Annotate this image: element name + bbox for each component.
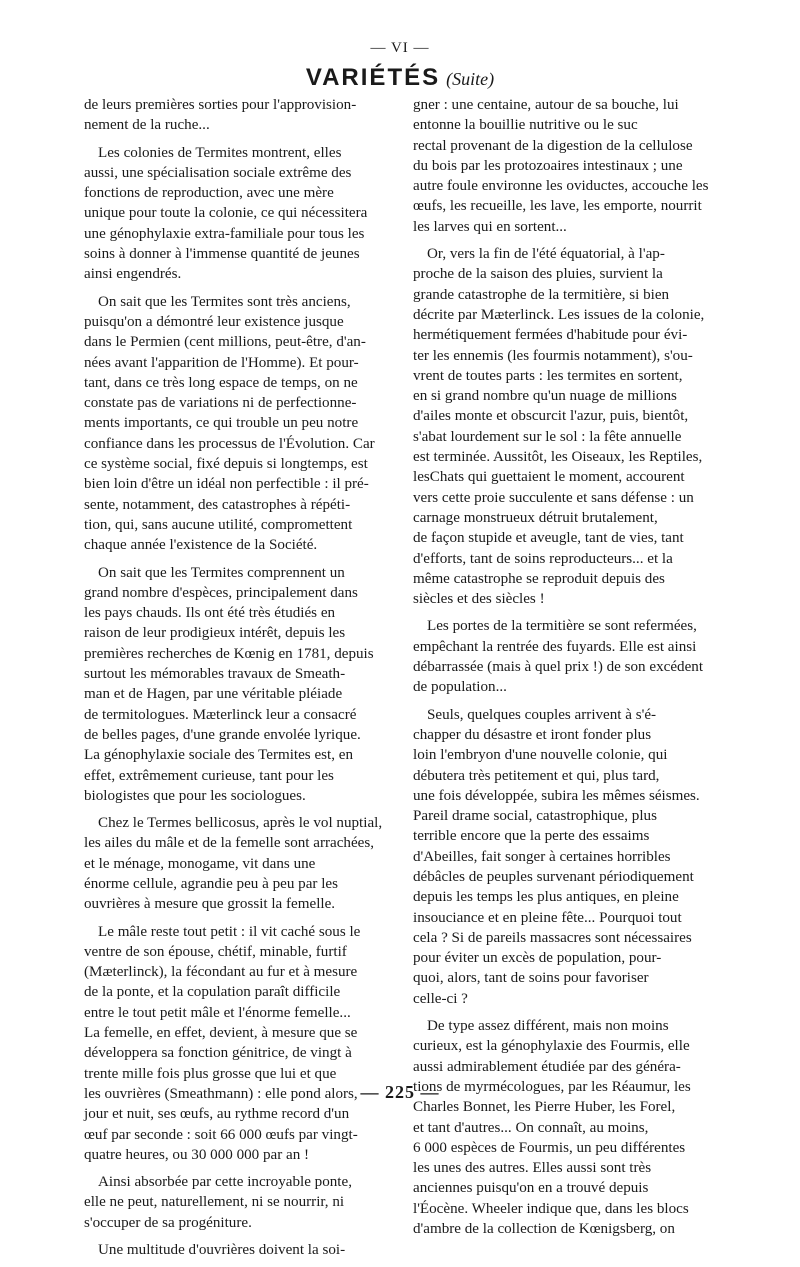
paragraph: Les colonies de Termites montrent, elles aussi, une spécialisation sociale extrême des fonctions de reproduction, avec une mère unique pour toute la colonie, ce qui nécessitera une génophylaxie extra-familiale pour tous les soins à donner à l'immense quantité de jeunes ainsi engendrés. [84, 144, 368, 283]
page-number: — 225 — [360, 1082, 440, 1102]
paragraph: Or, vers la fin de l'été équatorial, à l'ap- proche de la saison des pluies, survient la grande catastrophe de la termitière, si bien décrite par Mæterlinck. Les issues de la colonie, hermétiquement fermées d'habitude pour évi- ter les ennemis (les fourmis notamment), s'ou- vrent de toutes parts : les termites en sortent, en si grand nombre qu'un nuage de millions d'ailes monte et obscurcit l'azur, puis, bientôt, s'abat lourdement sur le sol : la fête annuelle est terminée. Aussitôt, les Oiseaux, les Reptiles, lesChats qui guettaient le moment, accourent vers cette proie succulente et sans défense : un carnage monstrueux détruit brutalement, de façon stupide et aveugle, tant de vies, tant d'efforts, tant de soins reproducteurs... et la même catastrophe se reproduit depuis des siècles et des siècles ! [413, 246, 705, 608]
paragraph: On sait que les Termites comprennent un grand nombre d'espèces, principalement dans les pays chauds. Ils ont été très étudiés en raison de leur prodigieux intérêt, depuis les premières recherches de Kœnig en 1781, depuis surtout les mémorables travaux de Smeath- man et de Hagen, par une véritable pléiade de termitologues. Mæterlinck leur a consacré de belles pages, d'une grande envolée lyrique. La génophylaxie sociale des Termites est, en effet, extrêmement curieuse, tant pour les biologistes que pour les sociologues. [84, 564, 374, 804]
paragraph: Chez le Termes bellicosus, après le vol nuptial, les ailes du mâle et de la femelle sont arrachées, et le ménage, monogame, vit dans une énorme cellule, agrandie peu à peu par les ouvrières à mesure que grossit la femelle. [84, 815, 383, 913]
paragraph: Les portes de la termitière se sont refermées, empêchant la rentrée des fuyards. Elle est ainsi débarrassée (mais à quel prix !) de son excédent de population... [413, 618, 704, 696]
page-marker: — VI — [370, 40, 430, 56]
section-title [0, 63, 800, 96]
paragraph: Le mâle reste tout petit : il vit caché sous le ventre de son épouse, chétif, minable, furtif (Mæterlinck), la fécondant au fur et à mesure de la ponte, et la copulation paraît difficile entre le tout petit mâle et l'énorme femelle... La femelle, en effet, devient, à mesure que se développera sa fonction génitrice, de vingt à trente mille fois plus grosse que lui et que les ouvrières (Smeathmann) : elle pond alors, jour et nuit, ses œufs, au rythme record d'un œuf par seconde : soit 66 000 œufs par vingt- quatre heures, ou 30 000 000 par an ! [84, 923, 361, 1163]
paragraph: gner : une centaine, autour de sa bouche, lui entonne la bouillie nutritive ou le suc rectal provenant de la digestion de la cellulose du bois par les protozoaires intestinaux ; une autre foule environne les oviductes, accouche les œufs, les recueille, les lave, les emporte, nourrit les larves qui en sortent... [413, 97, 709, 235]
paragraph: Une multitude d'ouvrières doivent la soi- [98, 1242, 346, 1259]
title-suffix: (Suite) [446, 69, 495, 89]
paragraph: de leurs premières sorties pour l'approvision- nement de la ruche... [84, 97, 357, 134]
title: VARIÉTÉS [305, 64, 441, 91]
paragraph: Ainsi absorbée par cette incroyable ponte, elle ne peut, naturellement, ni se nourrir, ni s'occuper de sa progéniture. [84, 1174, 352, 1231]
paragraph: On sait que les Termites sont très anciens, puisqu'on a démontré leur existence jusque dans le Permien (cent millions, peut-être, d'an- nées avant l'apparition de l'Homme). Et pour- tant, dans ce très long espace de temps, on ne constate pas de variations ni de perfectionne- ments importants, ce qui trouble un peu notre confiance dans les processus de l'Évolution. Car ce système social, fixé depuis si longtemps, est bien loin d'être un idéal non perfectible : il pré- sente, notamment, des catastrophes à répéti- tion, qui, sans aucune utilité, compromettent chaque année l'existence de la Société. [84, 293, 375, 554]
paragraph: De type assez différent, mais non moins curieux, est la génophylaxie des Fourmis, elle aussi admirablement étudiée par des généra- tions de myrmécologues, par les Réaumur, les Charles Bonnet, les Pierre Huber, les Forel, et tant d'autres... On connaît, au moins, 6 000 espèces de Fourmis, un peu différentes les unes des autres. Elles aussi sont très anciennes puisqu'on en a trouvé depuis l'Éocène. Wheeler indique que, dans les blocs d'ambre de la collection de Kœnigsberg, on [413, 1018, 691, 1238]
right-column [413, 95, 724, 1246]
paragraph: Seuls, quelques couples arrivent à s'é- chapper du désastre et iront fonder plus loin l'embryon d'une nouvelle colonie, qui débutera très petitement et qui, plus tard, une fois développée, subira les mêmes séismes. Pareil drame social, catastrophique, plus terrible encore que la perte des essaims d'Abeilles, fait songer à certaines horribles débâcles de peuples survenant périodiquement depuis les temps les plus antiques, en pleine insouciance et en pleine fête... Pourquoi tout cela ? Si de pareils massacres sont nécessaires pour éviter un excès de population, pour- quoi, alors, tant de soins pour favoriser celle-ci ? [413, 706, 700, 1007]
